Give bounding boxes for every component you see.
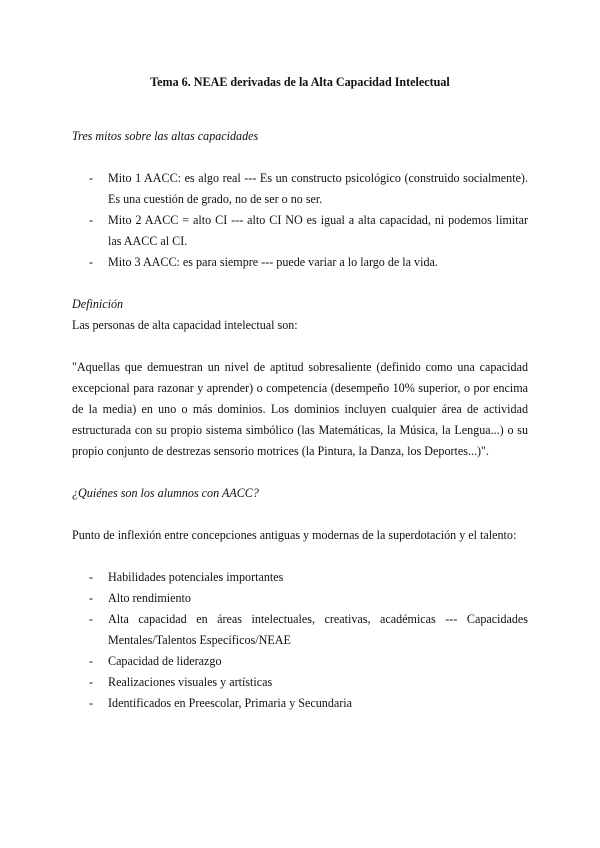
list-item-text: Mito 3 AACC: es para siempre --- puede variar a lo largo de la vida. bbox=[108, 255, 438, 269]
list-item-text: Alto rendimiento bbox=[108, 591, 191, 605]
page-title: Tema 6. NEAE derivadas de la Alta Capacidad Intelectual bbox=[150, 75, 450, 89]
quienes-list bbox=[72, 567, 528, 714]
dash-bullet: - bbox=[89, 612, 94, 626]
list-item bbox=[72, 168, 528, 210]
dash-bullet: - bbox=[89, 675, 94, 689]
list-item bbox=[72, 567, 528, 588]
quienes-intro: Punto de inflexión entre concepciones antiguas y modernas de la superdotación y el talento: bbox=[72, 528, 517, 542]
list-item bbox=[72, 693, 528, 714]
dash-bullet: - bbox=[89, 255, 94, 269]
dash-bullet: - bbox=[89, 570, 94, 584]
list-item bbox=[72, 651, 528, 672]
definition-intro: Las personas de alta capacidad intelectual son: bbox=[72, 318, 298, 332]
list-item-text: Realizaciones visuales y artísticas bbox=[108, 675, 273, 689]
section-heading-mitos: Tres mitos sobre las altas capacidades bbox=[72, 129, 259, 143]
list-item-text: Mito 2 AACC = alto CI --- alto CI NO es igual a alta capacidad, ni podemos limitar las AACC al CI. bbox=[108, 213, 528, 248]
list-item-text: Alta capacidad en áreas intelectuales, creativas, académicas --- Capacidades Mentales/Talentos Específicos/NEAE bbox=[108, 612, 528, 647]
mitos-list bbox=[72, 168, 528, 273]
list-item bbox=[72, 609, 528, 651]
dash-bullet: - bbox=[89, 171, 94, 185]
section-heading-definicion: Definición bbox=[72, 297, 124, 311]
list-item bbox=[72, 252, 528, 273]
list-item bbox=[72, 210, 528, 252]
definition-quote: "Aquellas que demuestran un nivel de aptitud sobresaliente (definido como una capacidad excepcional para razonar y aprender) o competencia (desempeño 10% superior, o por encima de la media) en uno o más dominios. Los dominios incluyen cualquier área de actividad estructurada con su propio sistema simbólico (las Matemáticas, la Música, la Lengua...) o su propio conjunto de destrezas sensorio motrices (la Pintura, la Danza, los Deportes...)". bbox=[72, 360, 528, 458]
section-heading-quienes: ¿Quiénes son los alumnos con AACC? bbox=[72, 486, 259, 500]
dash-bullet: - bbox=[89, 696, 94, 710]
dash-bullet: - bbox=[89, 654, 94, 668]
list-item bbox=[72, 672, 528, 693]
list-item-text: Habilidades potenciales importantes bbox=[108, 570, 284, 584]
list-item-text: Mito 1 AACC: es algo real --- Es un constructo psicológico (construido socialmente). Es una cuestión de grado, no de ser o no ser. bbox=[108, 171, 528, 206]
dash-bullet: - bbox=[89, 591, 94, 605]
list-item bbox=[72, 588, 528, 609]
dash-bullet: - bbox=[89, 213, 94, 227]
list-item-text: Capacidad de liderazgo bbox=[108, 654, 222, 668]
list-item-text: Identificados en Preescolar, Primaria y Secundaria bbox=[108, 696, 352, 710]
